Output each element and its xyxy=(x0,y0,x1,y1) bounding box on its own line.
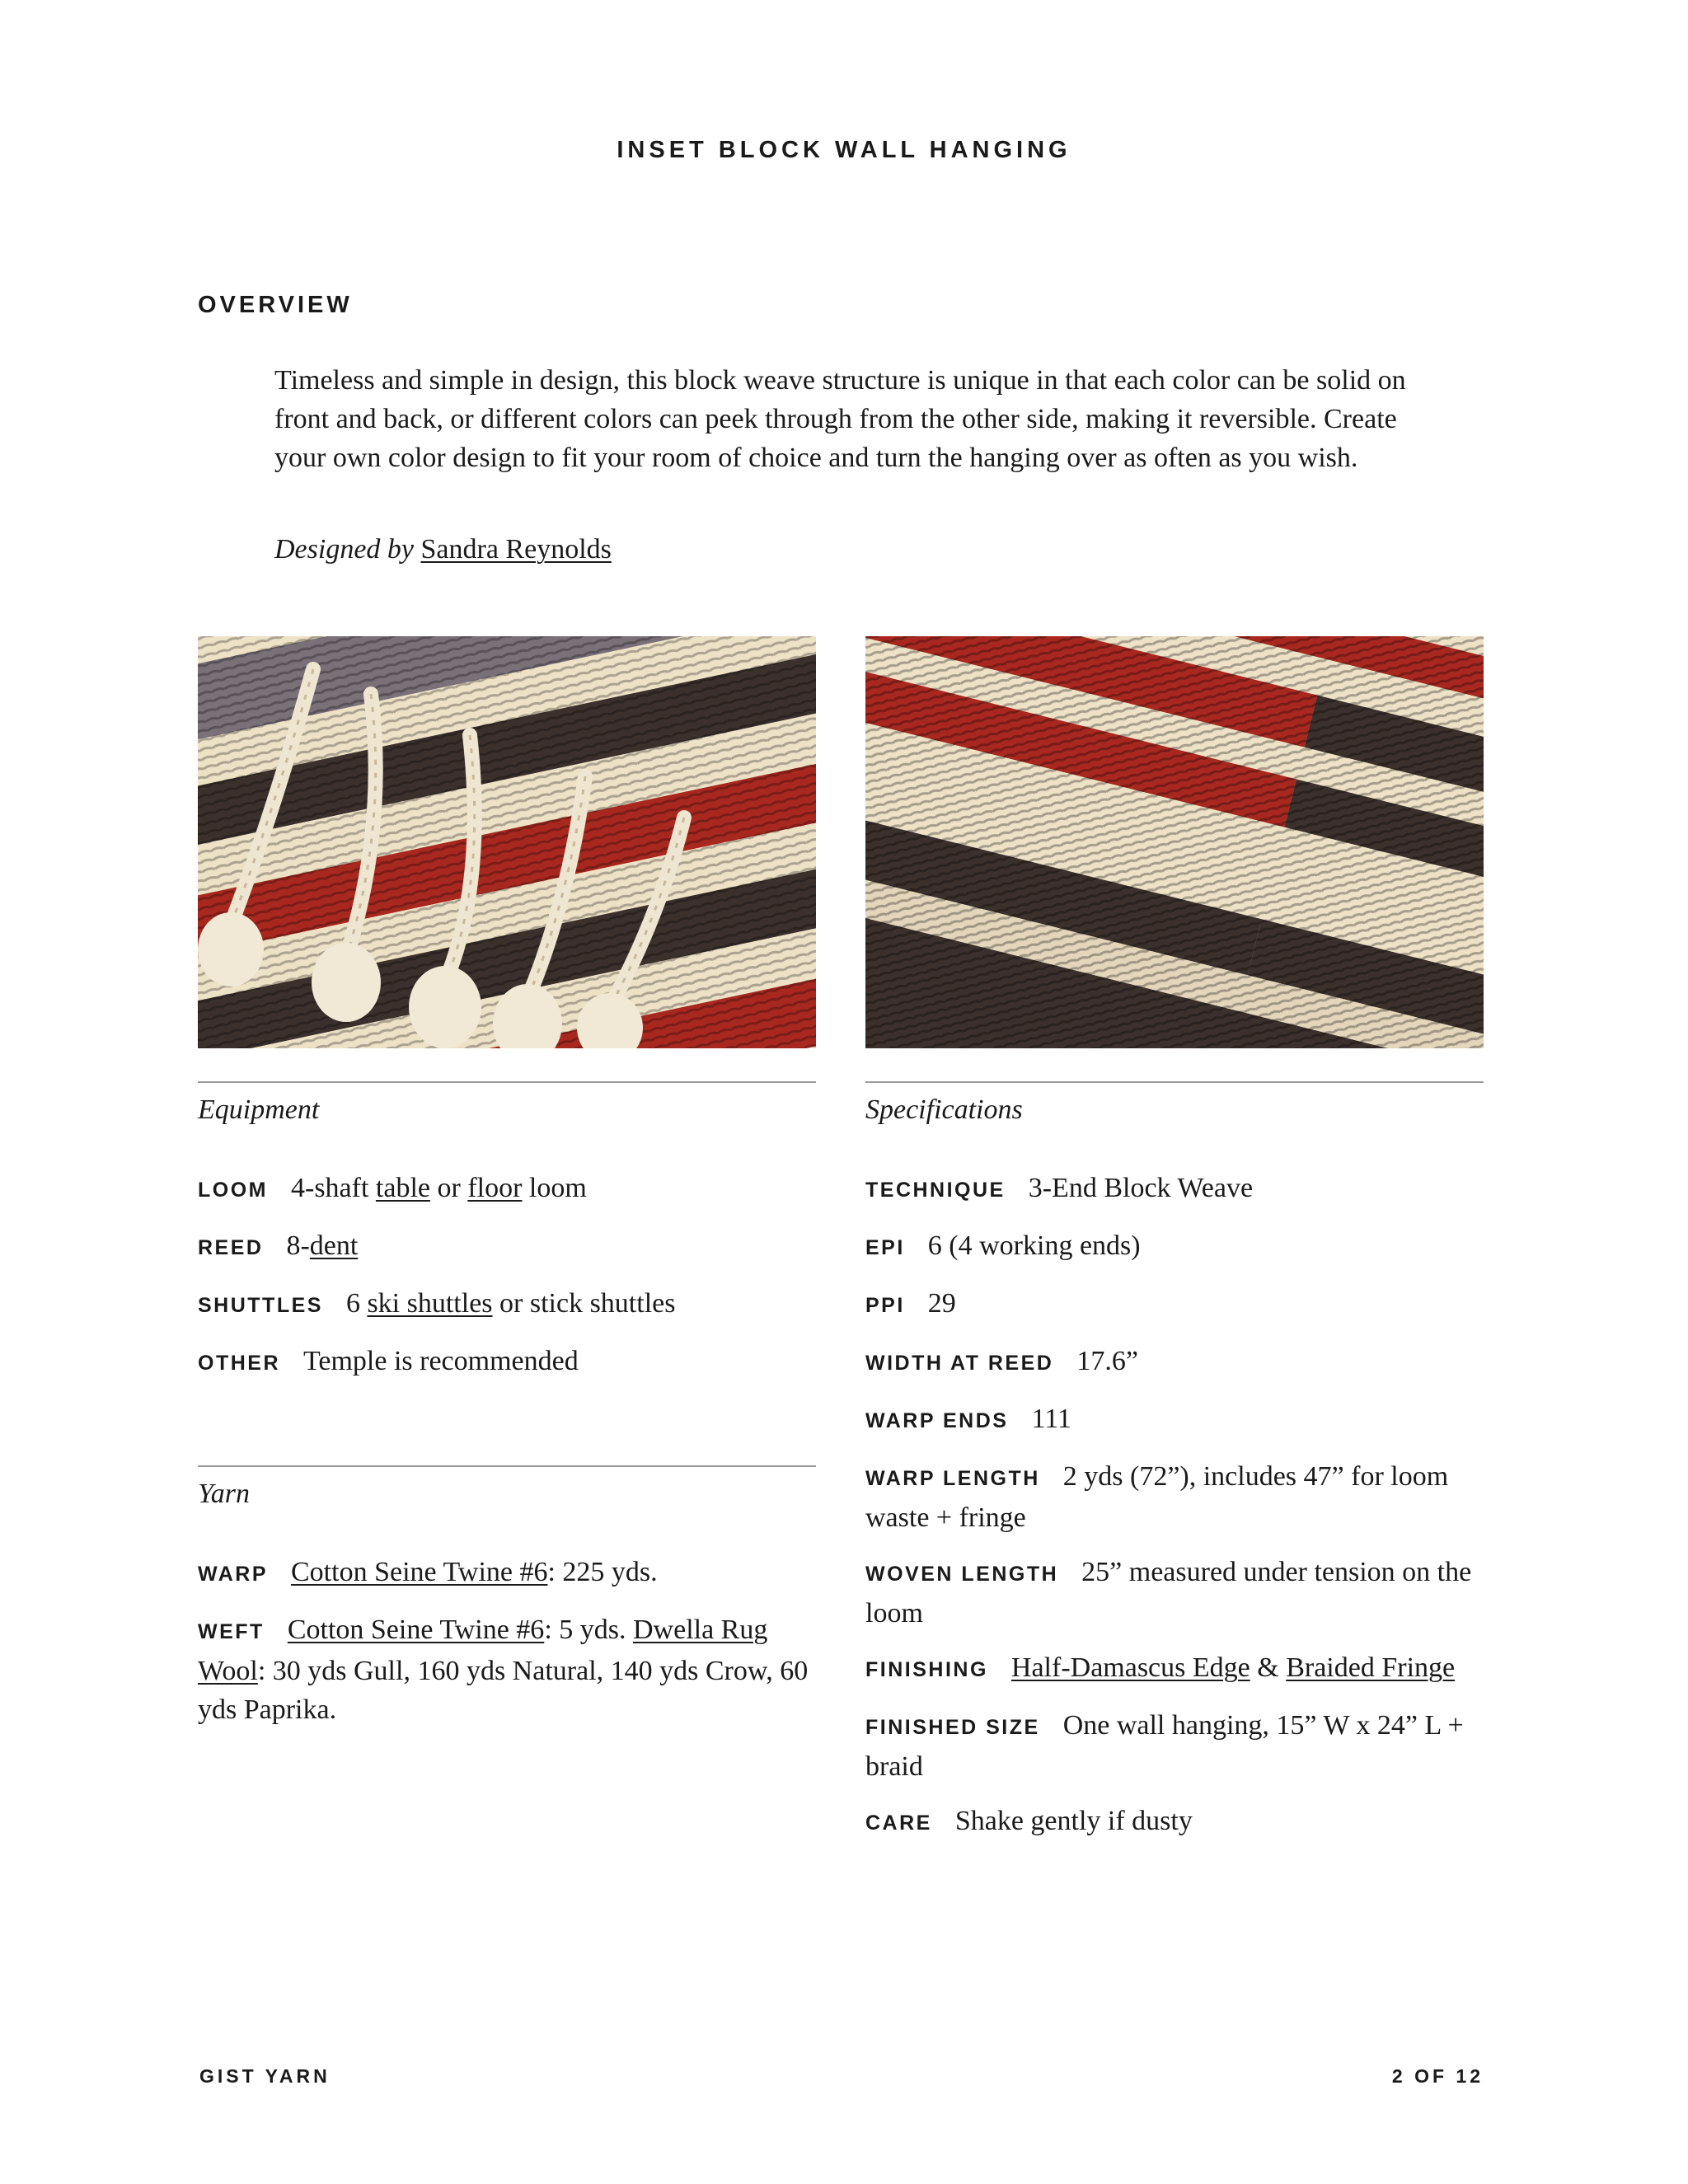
designer-link[interactable]: Sandra Reynolds xyxy=(420,534,612,565)
equipment-reed xyxy=(198,1226,816,1268)
spec-care xyxy=(865,1802,1484,1843)
document-title: INSET BLOCK WALL HANGING xyxy=(617,137,1071,163)
ppi-value: 29 xyxy=(927,1288,956,1319)
spec-ppi xyxy=(865,1284,1484,1325)
spec-technique xyxy=(865,1169,1484,1210)
overview-text: Timeless and simple in design, this block weave structure is unique in that each color can be solid on front and back, or different colors can peek through from the other side, making it reversible. Create your own color design to fit your room of choice and turn the hanging over as often as you wish. xyxy=(274,365,1406,473)
braided-fringe-link[interactable]: Braided Fringe xyxy=(1286,1652,1456,1683)
care-key: CARE xyxy=(865,1811,932,1835)
spec-finished-size xyxy=(865,1706,1484,1786)
yarn-weft xyxy=(198,1610,816,1729)
warp-ends-key: WARP ENDS xyxy=(865,1409,1009,1432)
warp-length-value: 2 yds (72”), includes 47” for loom waste + fringe xyxy=(865,1461,1449,1533)
other-value: Temple is recommended xyxy=(303,1346,579,1376)
width-at-reed-value: 17.6” xyxy=(1076,1346,1138,1376)
woven-length-key: WOVEN LENGTH xyxy=(865,1563,1059,1586)
designed-by-prefix: Designed by xyxy=(274,534,415,565)
equipment-loom xyxy=(198,1169,816,1210)
finishing-mid: & xyxy=(1257,1652,1279,1683)
width-at-reed-key: WIDTH AT REED xyxy=(865,1352,1054,1375)
warp-post: : 225 yds. xyxy=(547,1557,658,1587)
dent-link[interactable]: dent xyxy=(309,1230,359,1261)
equipment-divider xyxy=(198,1081,816,1083)
spec-finishing xyxy=(865,1648,1484,1690)
epi-key: EPI xyxy=(865,1236,905,1259)
technique-key: TECHNIQUE xyxy=(865,1179,1006,1202)
warp-key: WARP xyxy=(198,1563,268,1586)
shuttles-post: or stick shuttles xyxy=(499,1288,676,1319)
woven-length-value: 25” measured under tension on the loom xyxy=(865,1557,1472,1629)
loom-key: LOOM xyxy=(198,1179,268,1202)
weft-mid: : 5 yds. xyxy=(544,1615,626,1645)
table-loom-link[interactable]: table xyxy=(375,1173,430,1203)
designed-by xyxy=(274,534,612,565)
epi-value: 6 (4 working ends) xyxy=(927,1230,1141,1261)
warp-length-key: WARP LENGTH xyxy=(865,1467,1040,1490)
footer-brand: GIST YARN xyxy=(199,2065,331,2087)
spec-warp-length xyxy=(865,1457,1484,1537)
fringe-photo xyxy=(198,636,816,1048)
spec-epi xyxy=(865,1226,1484,1268)
yarn-heading: Yarn xyxy=(198,1479,251,1509)
finishing-key: FINISHING xyxy=(865,1658,988,1681)
shuttles-pre: 6 xyxy=(345,1288,360,1319)
shuttles-key: SHUTTLES xyxy=(198,1294,323,1317)
care-value: Shake gently if dusty xyxy=(954,1806,1193,1836)
finished-size-key: FINISHED SIZE xyxy=(865,1716,1040,1739)
reed-key: REED xyxy=(198,1236,264,1259)
half-damascus-edge-link[interactable]: Half-Damascus Edge xyxy=(1010,1652,1250,1683)
loom-mid: or xyxy=(437,1173,461,1203)
spec-width-at-reed xyxy=(865,1342,1484,1383)
floor-loom-link[interactable]: floor xyxy=(467,1173,523,1203)
finished-size-value: One wall hanging, 15” W x 24” L + braid xyxy=(865,1710,1464,1782)
warp-yarn-link[interactable]: Cotton Seine Twine #6 xyxy=(291,1557,548,1587)
rug-wool-link[interactable]: Dwella Rug Wool xyxy=(198,1615,768,1686)
spec-warp-ends xyxy=(865,1399,1484,1441)
loom-pre: 4-shaft xyxy=(291,1173,369,1203)
ski-shuttles-link[interactable]: ski shuttles xyxy=(367,1288,493,1319)
spec-woven-length xyxy=(865,1553,1484,1633)
block-weave-photo xyxy=(865,636,1484,1048)
loom-post: loom xyxy=(528,1173,587,1203)
technique-value: 3-End Block Weave xyxy=(1028,1173,1254,1203)
yarn-warp xyxy=(198,1553,816,1594)
equipment-other xyxy=(198,1342,816,1383)
weft-key: WEFT xyxy=(198,1620,265,1643)
overview-heading: OVERVIEW xyxy=(198,292,353,318)
specifications-divider xyxy=(865,1081,1484,1083)
yarn-divider xyxy=(198,1465,816,1467)
reed-pre: 8- xyxy=(286,1230,310,1261)
ppi-key: PPI xyxy=(865,1294,905,1317)
weft-yarn-link[interactable]: Cotton Seine Twine #6 xyxy=(287,1615,545,1645)
footer-page-number: 2 OF 12 xyxy=(1391,2065,1484,2087)
warp-ends-value: 111 xyxy=(1031,1404,1071,1434)
weft-post: : 30 yds Gull, 160 yds Natural, 140 yds Crow, 60 yds Paprika. xyxy=(198,1656,809,1725)
specifications-heading: Specifications xyxy=(865,1094,1023,1125)
equipment-heading: Equipment xyxy=(198,1094,320,1125)
other-key: OTHER xyxy=(198,1352,280,1375)
equipment-shuttles xyxy=(198,1284,816,1325)
